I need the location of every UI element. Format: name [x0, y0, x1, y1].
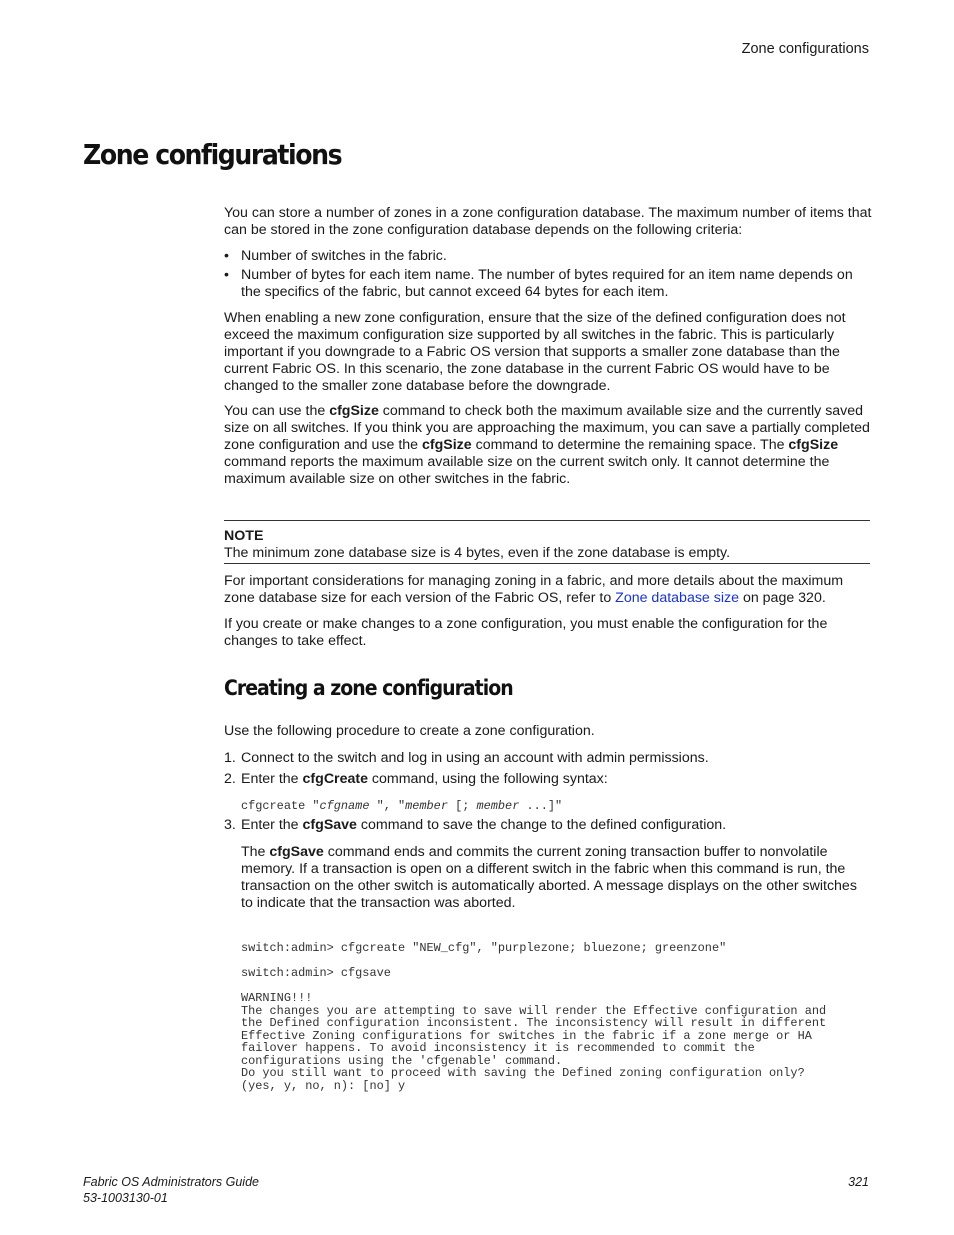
step-3-text: Enter the cfgSave command to save the change to the defined configuration. — [241, 817, 727, 833]
syntax-arg: member — [405, 799, 448, 813]
footer-doc-number: 53-1003130-01 — [83, 1191, 168, 1205]
syntax-arg: cfgname — [319, 799, 370, 813]
page-title: Zone configurations — [83, 138, 342, 171]
example-command-line-2: switch:admin> cfgsave — [241, 966, 391, 980]
note-bottom-rule — [224, 563, 870, 564]
command-name: cfgSave — [302, 817, 357, 833]
bullet-marker: • — [224, 267, 229, 283]
bullet-item-2: Number of bytes for each item name. The number of bytes required for an item name depends on the specifics of the fabric, but cannot exceed 64 bytes for each item. — [241, 267, 853, 300]
procedure-intro: Use the following procedure to create a zone configuration. — [224, 723, 595, 739]
step-2-text: Enter the cfgCreate command, using the following syntax: — [241, 771, 608, 787]
command-name: cfgSize — [329, 403, 379, 419]
footer-book-title: Fabric OS Administrators Guide — [83, 1175, 259, 1189]
section-heading: Creating a zone configuration — [224, 676, 513, 700]
note-top-rule — [224, 520, 870, 521]
command-name: cfgSize — [421, 437, 472, 453]
command-name: cfgCreate — [302, 771, 368, 787]
step-number: 1. — [224, 750, 236, 766]
footer-page-number: 321 — [848, 1175, 869, 1189]
bullet-item-1: Number of switches in the fabric. — [241, 248, 447, 264]
step-1-text: Connect to the switch and log in using an account with admin permissions. — [241, 750, 709, 766]
intro-paragraph-1: You can store a number of zones in a zone configuration database. The maximum number of items that can be stored in the zone configuration database depends on the following criteria: — [224, 205, 872, 238]
zone-database-size-link[interactable]: Zone database size — [615, 590, 739, 606]
syntax-arg: member — [476, 799, 520, 813]
bullet-marker: • — [224, 248, 229, 264]
enable-paragraph: If you create or make changes to a zone configuration, you must enable the configuration for the changes to take effect. — [224, 616, 828, 649]
step-3-explanation: The cfgSave command ends and commits the current zoning transaction buffer to nonvolatile memory. If a transaction is open on a different switch in the fabric when this command is run, the transaction on the other switch is automatically aborted. A message displays on the other switches to indicate that the transaction was aborted. — [241, 844, 857, 911]
intro-paragraph-3: You can use the cfgSize command to check both the maximum available size and the currently saved size on all switches. If you think you are approaching the maximum, you can save a partially completed zone configuration and use the cfgSize command to determine the remaining space. The cfgSize command reports the maximum available size on the current switch only. It cannot determine the maximum available size on other switches in the fabric. — [224, 403, 870, 487]
example-command-line-1: switch:admin> cfgcreate "NEW_cfg", "purplezone; bluezone; greenzone" — [241, 941, 727, 955]
example-warning-output: WARNING!!! The changes you are attempting to save will render the Effective configuration and the Defined configuration inconsistent. The inconsistency will result in different Effective Zoning configurations for switches in the fabric if a zone merge or HA failover happens. To avoid inconsistency it is recommended to commit the configurations using the 'cfgenable' command. Do you still want to proceed with saving the Defined zoning configuration only? (yes, y, no, n): [no] y — [241, 991, 827, 1093]
note-text: The minimum zone database size is 4 bytes, even if the zone database is empty. — [224, 545, 731, 561]
command-name: cfgSize — [788, 437, 839, 453]
step-number: 2. — [224, 771, 236, 787]
reference-paragraph: For important considerations for managing zoning in a fabric, and more details about the maximum zone database size for each version of the Fabric OS, refer to Zone database size on page 320. — [224, 573, 844, 606]
intro-paragraph-2: When enabling a new zone configuration, ensure that the size of the defined configuration does not exceed the maximum configuration size supported by all switches in the fabric. This is particularly important if you downgrade to a Fabric OS version that supports a smaller zone database than the current Fabric OS. In this scenario, the zone database in the current Fabric OS would have to be changed to the smaller zone database before the downgrade. — [224, 310, 846, 394]
step-number: 3. — [224, 817, 236, 833]
syntax-line: cfgcreate "cfgname ", "member [; member ...]" — [241, 799, 563, 813]
running-header: Zone configurations — [741, 41, 869, 57]
command-name: cfgSave — [269, 844, 324, 860]
note-label: NOTE — [224, 528, 264, 544]
